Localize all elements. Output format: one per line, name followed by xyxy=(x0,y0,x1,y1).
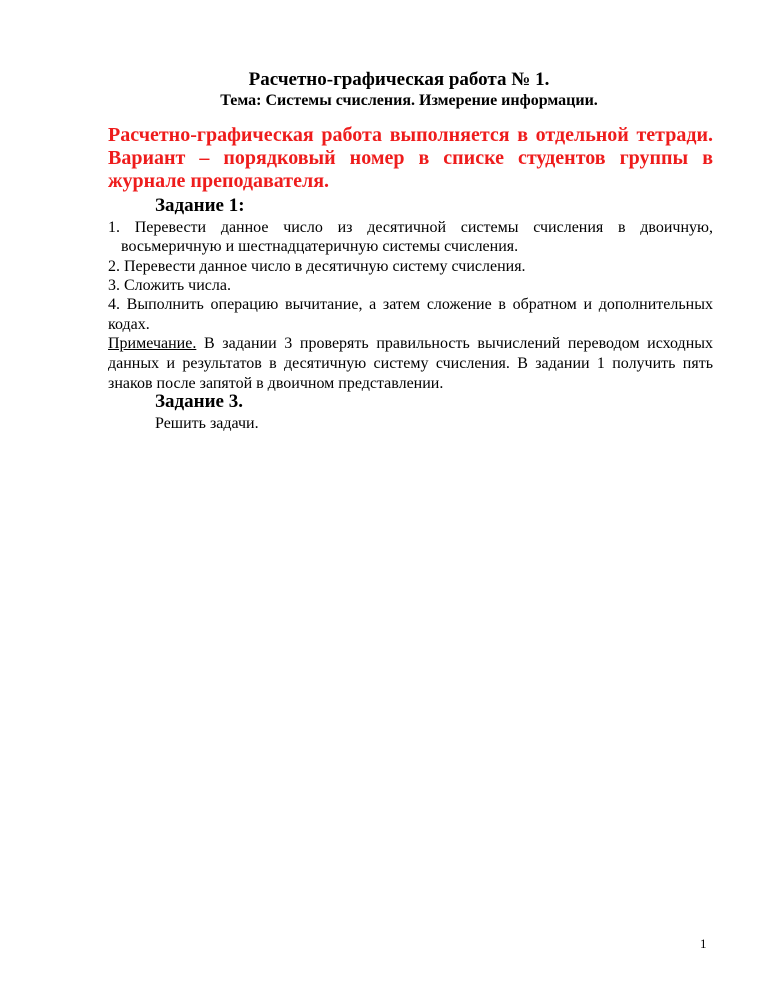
red-notice: Расчетно-графическая работа выполняется в отдельной тетради. Вариант – порядковый номер в списке студентов группы в журнале преподавателя. xyxy=(108,124,713,192)
task1-item2: 2. Перевести данное число в десятичную систему счисления. xyxy=(108,258,526,275)
task3-text: Решить задачи. xyxy=(155,415,259,432)
document-title: Расчетно-графическая работа № 1. xyxy=(248,69,550,90)
note-text: В задании 3 проверять правильность вычислений переводом исходных данных и результатов в десятичную систему счисления. В задании 1 получить пять знаков после запятой в двоичном представлении. xyxy=(108,335,713,392)
task1-note xyxy=(108,334,713,394)
task1-item1-line2: восьмеричную и шестнадцатеричную системы счисления. xyxy=(121,238,519,255)
document-subtitle: Тема: Системы счисления. Измерение информации. xyxy=(220,92,598,109)
task1-heading: Задание 1: xyxy=(155,195,245,216)
page-number: 1 xyxy=(700,936,707,951)
task1-item4: 4. Выполнить операцию вычитание, а затем сложение в обратном и дополнительных кодах. xyxy=(108,296,713,333)
note-label: Примечание. xyxy=(108,335,197,352)
task3-heading: Задание 3. xyxy=(155,391,243,412)
task1-item3: 3. Сложить числа. xyxy=(108,277,231,294)
task1-item1-line1: 1. Перевести данное число из десятичной системы счисления в двоичную, xyxy=(108,219,713,236)
